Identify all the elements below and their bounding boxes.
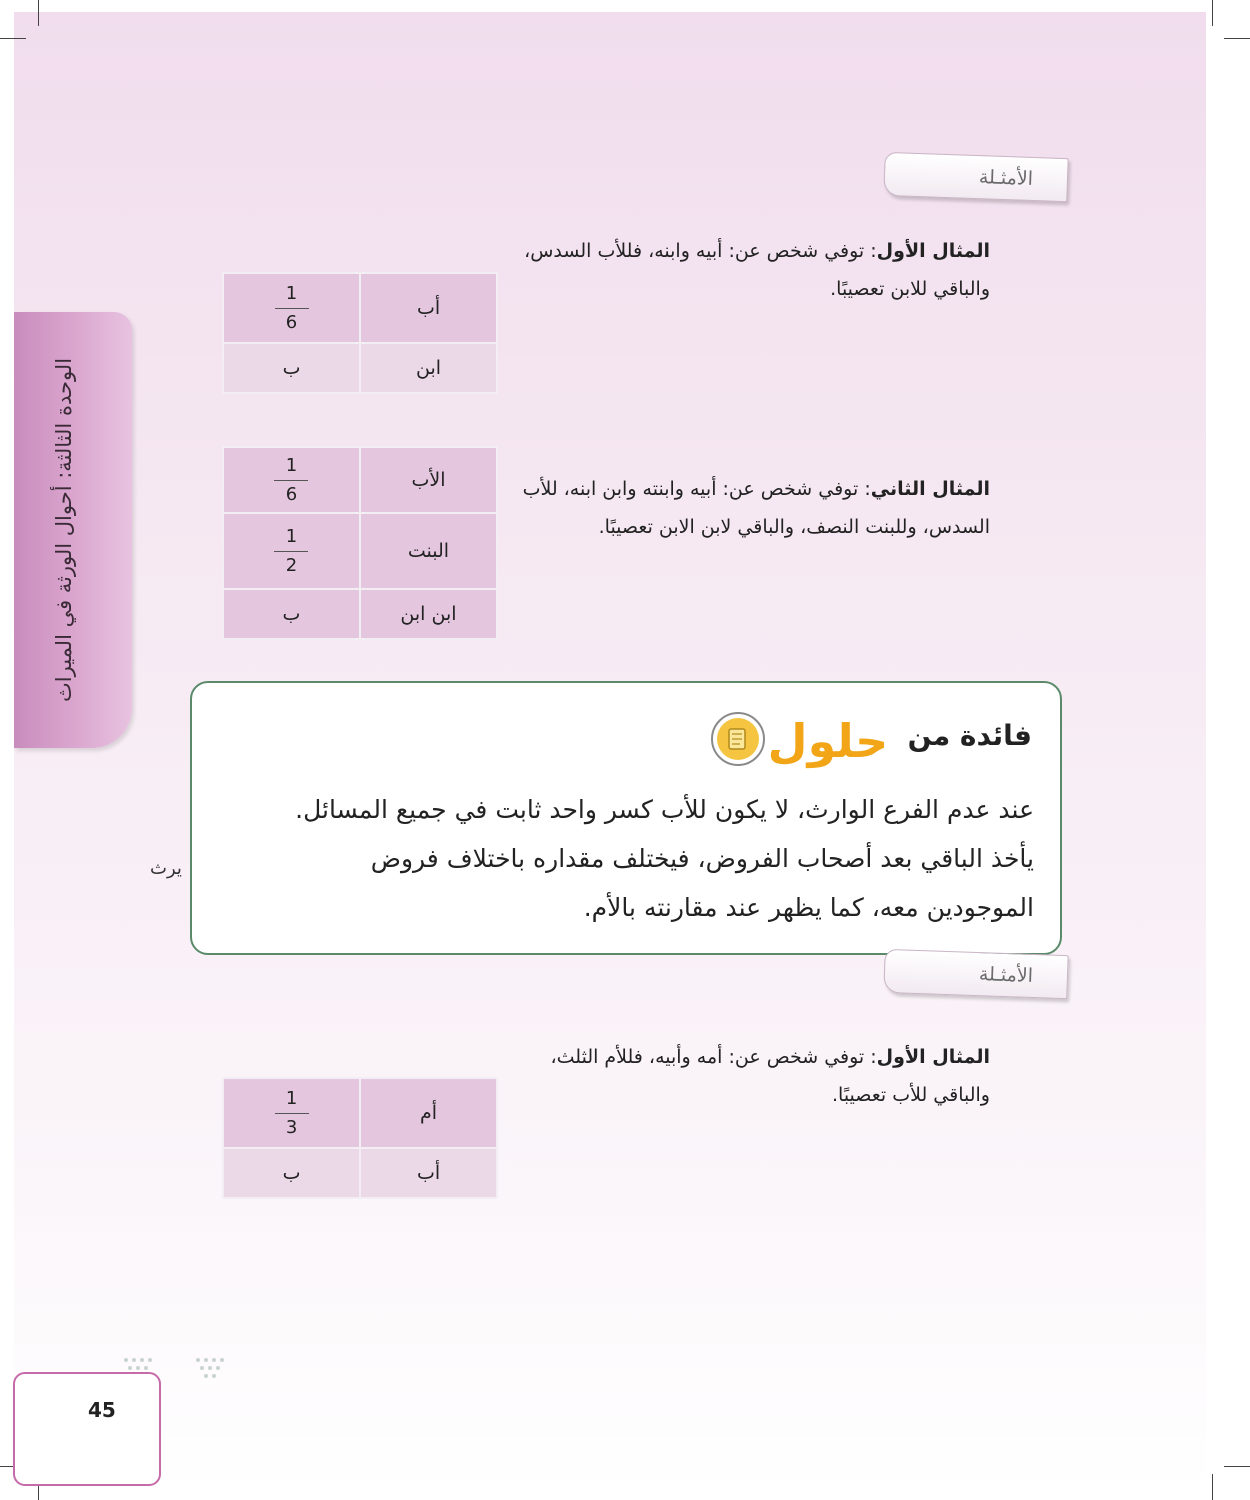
- fraction-denominator: 3: [285, 1117, 298, 1138]
- note-line: عند عدم الفرع الوارث، لا يكون للأب كسر واحد ثابت في جميع المسائل.: [295, 795, 1034, 824]
- example-2-table: [222, 446, 498, 640]
- crop-mark: [38, 0, 39, 26]
- share-cell: ب: [223, 1148, 360, 1198]
- example-3-table: [222, 1077, 498, 1199]
- note-line: الموجودين معه، كما يظهر عند مقارنته بالأم.: [583, 893, 1034, 922]
- fraction-numerator: 1: [285, 283, 298, 304]
- fraction-bar: [275, 1113, 309, 1114]
- crop-mark: [1224, 1466, 1250, 1467]
- share-cell: ب: [223, 589, 360, 639]
- fraction: [275, 283, 309, 334]
- heir-cell: ابن ابن: [360, 589, 497, 639]
- example-2-paragraph: [520, 470, 990, 546]
- heir-cell: أب: [360, 273, 497, 343]
- crop-mark: [1212, 1474, 1213, 1500]
- section-tag-examples: الأمثـلة: [883, 949, 1068, 999]
- logo-text: حلول: [767, 714, 889, 768]
- heir-cell: أب: [360, 1148, 497, 1198]
- example-3-paragraph: [520, 1038, 990, 1114]
- example-1-text: : توفي شخص عن: أبيه وابنه، فللأب السدس، والباقي للابن تعصيبًا.: [524, 240, 990, 300]
- crop-mark: [1224, 38, 1250, 39]
- fraction: [274, 526, 308, 577]
- fraction-numerator: 1: [285, 526, 298, 547]
- page-number: 45: [88, 1398, 116, 1422]
- example-1-label: المثال الأول: [876, 240, 990, 262]
- note-body: [214, 785, 1034, 932]
- share-cell: [223, 447, 360, 513]
- fraction-bar: [275, 308, 309, 309]
- example-3-label: المثال الأول: [876, 1046, 990, 1068]
- fraction-numerator: 1: [285, 455, 298, 476]
- fraction-denominator: 6: [285, 312, 298, 333]
- table-row: [223, 447, 497, 513]
- fraction-bar: [274, 480, 308, 481]
- hulul-logo-icon: [710, 703, 890, 773]
- benefit-note-box: [190, 681, 1062, 955]
- heir-cell: الأب: [360, 447, 497, 513]
- crop-mark: [1212, 0, 1213, 26]
- fraction-denominator: 2: [285, 555, 298, 576]
- share-cell: ب: [223, 343, 360, 393]
- heir-cell: أم: [360, 1078, 497, 1148]
- example-1-table: [222, 272, 498, 394]
- share-cell: [223, 513, 360, 589]
- example-2-label: المثال الثاني: [870, 478, 990, 500]
- example-2-text: : توفي شخص عن: أبيه وابنته وابن ابنه، للأب السدس، وللبنت النصف، والباقي لابن الابن تعصيبًا.: [522, 478, 990, 538]
- table-row: [223, 589, 497, 639]
- fraction-numerator: 1: [285, 1088, 298, 1109]
- table-row: [223, 513, 497, 589]
- page-number-box: [13, 1372, 161, 1486]
- table-row: [223, 1078, 497, 1148]
- share-cell: [223, 1078, 360, 1148]
- note-title: فائدة من: [907, 719, 1032, 752]
- heir-cell: البنت: [360, 513, 497, 589]
- crop-mark: [0, 38, 26, 39]
- share-cell: [223, 273, 360, 343]
- heir-cell: ابن: [360, 343, 497, 393]
- section-tag-examples: الأمثـلة: [883, 152, 1068, 202]
- fraction: [274, 455, 308, 506]
- table-row: [223, 273, 497, 343]
- example-1-paragraph: [520, 232, 990, 308]
- fraction-denominator: 6: [285, 484, 298, 505]
- partial-text-fragment: يرث: [150, 858, 182, 879]
- unit-title: الوحدة الثالثة: أحوال الورثة في الميراث: [52, 357, 76, 703]
- table-row: [223, 343, 497, 393]
- example-3-text: : توفي شخص عن: أمه وأبيه، فللأم الثلث، والباقي للأب تعصيبًا.: [550, 1046, 990, 1106]
- fraction-bar: [274, 551, 308, 552]
- note-line: يأخذ الباقي بعد أصحاب الفروض، فيختلف مقداره باختلاف فروض: [370, 844, 1034, 873]
- table-row: [223, 1148, 497, 1198]
- fraction: [275, 1088, 309, 1139]
